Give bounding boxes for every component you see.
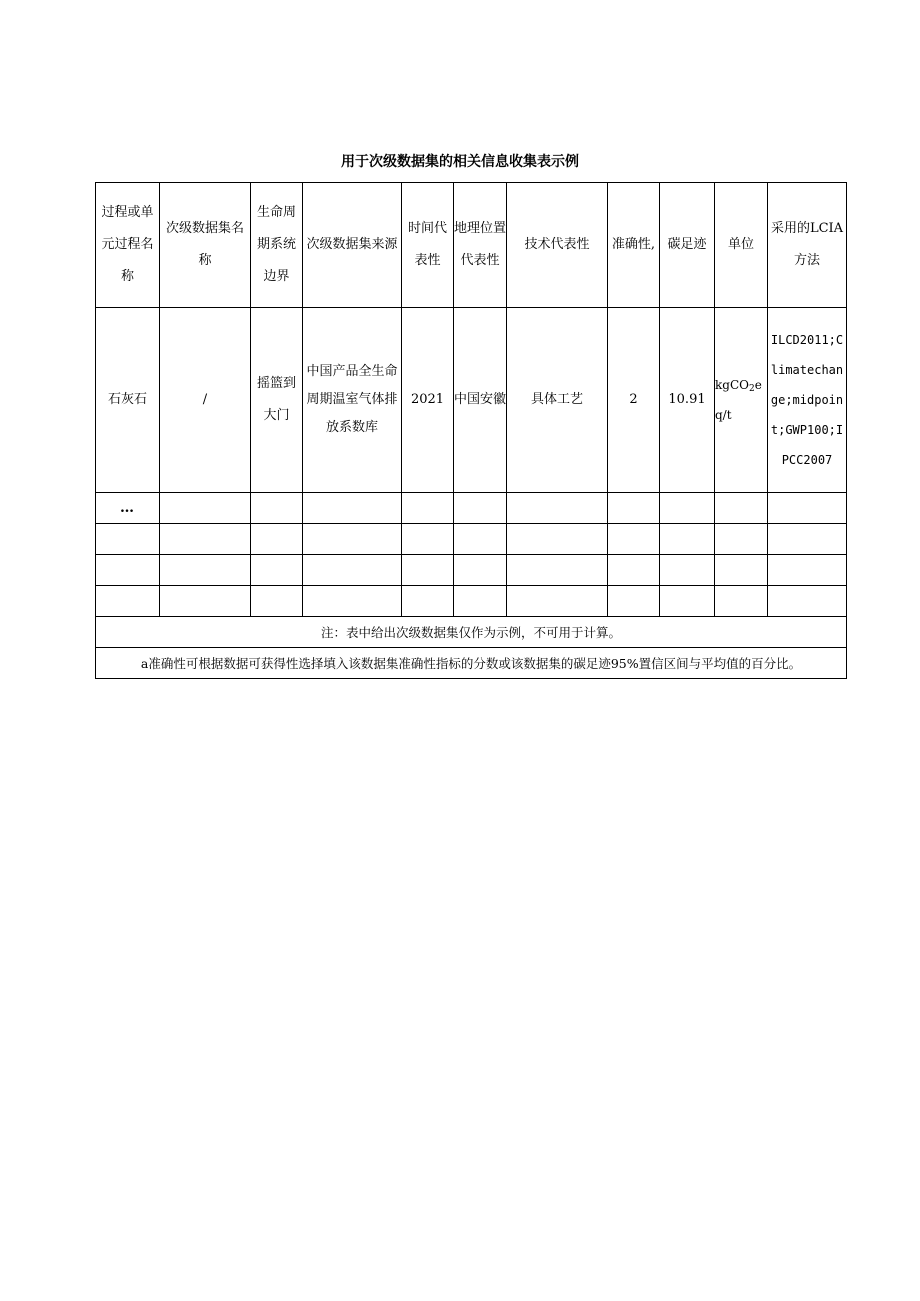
header-accuracy: 准确性,	[608, 183, 660, 308]
empty-cell	[715, 555, 768, 586]
header-time: 时间代表性	[402, 183, 454, 308]
cell-lcia: ILCD2011;Climatechange;midpoint;GWP100;IPCC2007	[768, 308, 847, 493]
empty-cell	[660, 586, 715, 617]
empty-cell	[507, 524, 608, 555]
table-row	[96, 308, 847, 493]
empty-cell	[454, 586, 507, 617]
empty-cell	[251, 555, 303, 586]
empty-cell	[768, 524, 847, 555]
header-process: 过程或单元过程名称	[96, 183, 160, 308]
cell-process: 石灰石	[96, 308, 160, 493]
empty-cell	[660, 493, 715, 524]
empty-cell	[251, 493, 303, 524]
empty-cell	[608, 524, 660, 555]
empty-cell	[507, 555, 608, 586]
empty-cell	[507, 493, 608, 524]
empty-cell	[768, 586, 847, 617]
header-source: 次级数据集来源	[303, 183, 402, 308]
empty-cell	[454, 493, 507, 524]
empty-cell	[507, 586, 608, 617]
empty-cell	[768, 493, 847, 524]
dataset-info-table	[95, 182, 847, 679]
empty-cell	[96, 555, 160, 586]
header-geo: 地理位置代表性	[454, 183, 507, 308]
header-dataset-name: 次级数据集名称	[160, 183, 251, 308]
header-row	[96, 183, 847, 308]
table-row	[96, 555, 847, 586]
cell-source: 中国产品全生命周期温室气体排放系数库	[303, 308, 402, 493]
empty-cell	[160, 524, 251, 555]
empty-cell	[715, 493, 768, 524]
empty-cell	[160, 555, 251, 586]
table-row	[96, 524, 847, 555]
empty-cell	[303, 524, 402, 555]
unit-suffix: eq/t	[715, 378, 762, 422]
empty-cell	[454, 555, 507, 586]
cell-boundary: 摇篮到大门	[251, 308, 303, 493]
empty-cell	[608, 493, 660, 524]
cell-time: 2021	[402, 308, 454, 493]
cell-tech: 具体工艺	[507, 308, 608, 493]
empty-cell	[768, 555, 847, 586]
empty-cell	[251, 586, 303, 617]
cell-unit	[715, 308, 768, 493]
empty-cell	[96, 524, 160, 555]
table-title: 用于次级数据集的相关信息收集表示例	[341, 154, 579, 170]
empty-cell	[251, 524, 303, 555]
cell-accuracy: 2	[608, 308, 660, 493]
empty-cell	[402, 524, 454, 555]
empty-cell	[303, 493, 402, 524]
cell-dataset-name: /	[160, 308, 251, 493]
empty-cell	[402, 586, 454, 617]
header-boundary: 生命周期系统边界	[251, 183, 303, 308]
cell-footprint: 10.91	[660, 308, 715, 493]
note-row	[96, 617, 847, 648]
unit-subscript: 2	[748, 384, 755, 394]
empty-cell	[402, 493, 454, 524]
empty-cell	[660, 555, 715, 586]
unit-prefix: kgCO	[715, 378, 749, 392]
table-row	[96, 493, 847, 524]
footnote-text: a准确性可根据数据可获得性选择填入该数据集准确性指标的分数或该数据集的碳足迹95%置信区间与平均值的百分比。	[96, 648, 847, 679]
footnote-row	[96, 648, 847, 679]
table-row	[96, 586, 847, 617]
empty-cell	[402, 555, 454, 586]
empty-cell	[715, 524, 768, 555]
note-text: 注：表中给出次级数据集仅作为示例，不可用于计算。	[96, 617, 847, 648]
header-unit: 单位	[715, 183, 768, 308]
empty-cell	[303, 586, 402, 617]
header-lcia: 采用的LCIA方法	[768, 183, 847, 308]
ellipsis-cell: …	[96, 493, 160, 524]
empty-cell	[303, 555, 402, 586]
empty-cell	[160, 493, 251, 524]
cell-geo: 中国安徽	[454, 308, 507, 493]
header-footprint: 碳足迹	[660, 183, 715, 308]
empty-cell	[96, 586, 160, 617]
empty-cell	[454, 524, 507, 555]
empty-cell	[160, 586, 251, 617]
empty-cell	[608, 586, 660, 617]
header-tech: 技术代表性	[507, 183, 608, 308]
empty-cell	[608, 555, 660, 586]
empty-cell	[660, 524, 715, 555]
empty-cell	[715, 586, 768, 617]
